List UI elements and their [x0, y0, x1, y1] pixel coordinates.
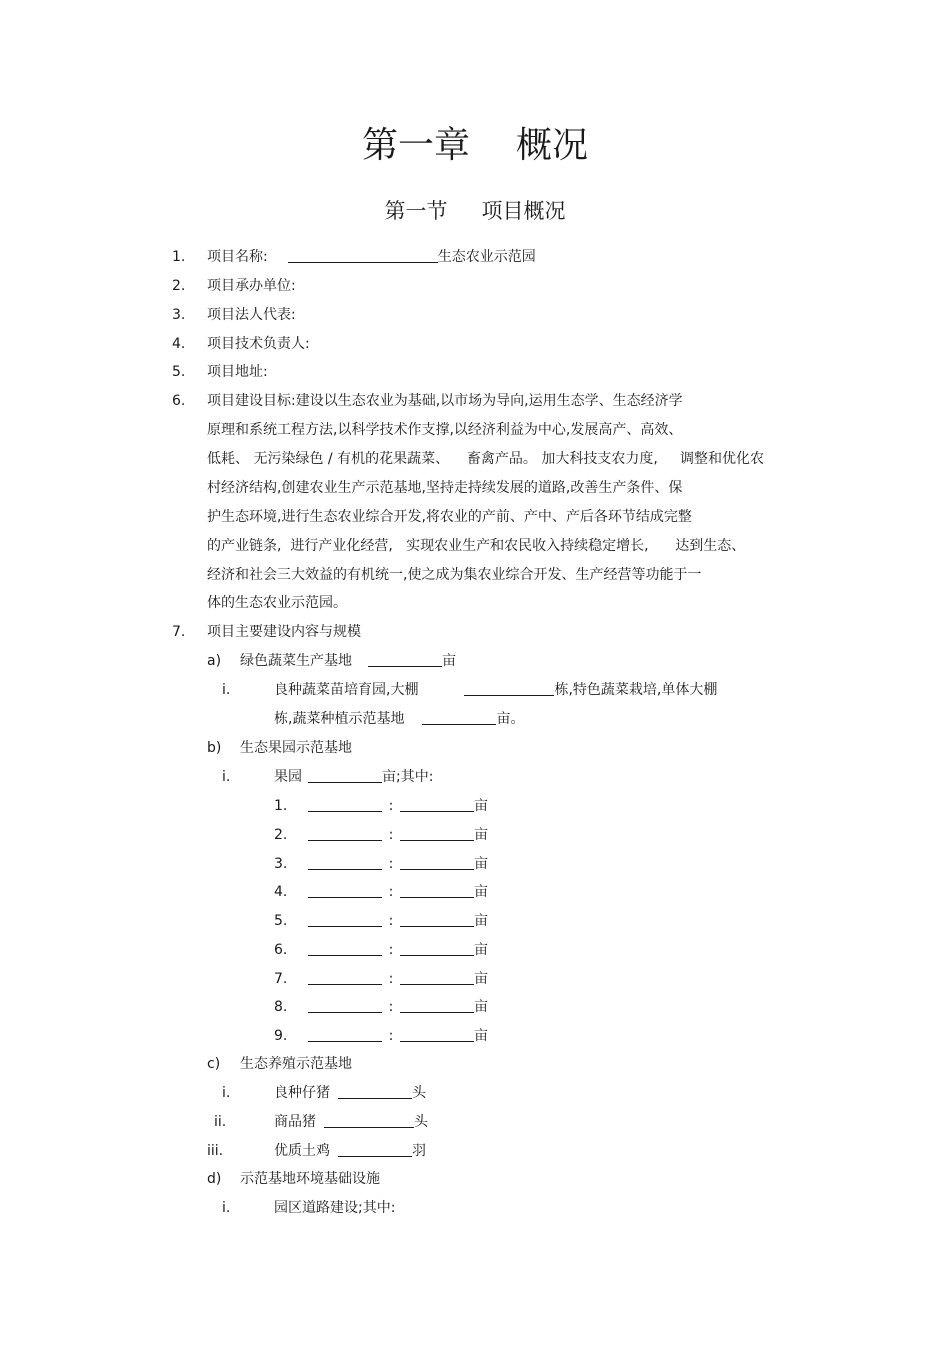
roman-number: i. [222, 1085, 231, 1101]
unit-label: 亩 [442, 653, 456, 669]
text-segment: 商品猪 [274, 1114, 316, 1130]
paragraph-line: 护生态环境,进行生态农业综合开发,将农业的产前、产中、产后各环节结成完整 [207, 509, 692, 525]
orchard-row [274, 940, 488, 960]
item-number: 5. [172, 364, 186, 380]
fill-blank[interactable] [324, 1113, 414, 1128]
fill-blank[interactable] [338, 1084, 412, 1099]
chapter-title [0, 124, 950, 168]
text-segment: 果园 [274, 769, 302, 785]
item-label: 项目名称: [207, 249, 268, 265]
unit-label: 亩 [474, 971, 488, 987]
paragraph-line: 经济和社会三大效益的有机统一,使之成为集农业综合开发、生产经营等功能于一 [207, 567, 702, 583]
fill-blank[interactable] [308, 883, 382, 898]
separator: : [388, 942, 394, 958]
fill-blank[interactable] [308, 768, 382, 783]
unit-label: 头 [412, 1085, 426, 1101]
roman-number: i. [222, 1200, 231, 1216]
paragraph-line: 体的生态农业示范园。 [207, 595, 347, 611]
sub-sub-item [274, 767, 433, 787]
sub-label: 生态养殖示范基地 [240, 1056, 352, 1072]
sub-sub-item [274, 1141, 426, 1161]
item-number: 1. [172, 249, 186, 265]
section-name: 项目概况 [481, 199, 566, 223]
sub-number: b) [207, 740, 222, 756]
fill-blank[interactable] [400, 970, 474, 985]
unit-label: 亩 [474, 999, 488, 1015]
section-number: 第一节 [384, 199, 448, 223]
sub-sub-item [274, 1112, 428, 1132]
row-number: 6. [274, 942, 288, 958]
separator: : [388, 999, 394, 1015]
separator: : [388, 971, 394, 987]
separator: : [388, 827, 394, 843]
chapter-number: 第一章 [361, 125, 470, 166]
unit-label: 亩 [474, 798, 488, 814]
separator: : [388, 913, 394, 929]
fill-blank[interactable] [400, 1027, 474, 1042]
sub-number: c) [207, 1056, 221, 1072]
row-number: 7. [274, 971, 288, 987]
section-title [0, 197, 950, 225]
fill-blank[interactable] [400, 883, 474, 898]
item-number: 4. [172, 336, 186, 352]
fill-blank[interactable] [308, 1027, 382, 1042]
roman-number: iii. [207, 1143, 224, 1159]
orchard-row [274, 796, 488, 816]
fill-blank[interactable] [308, 855, 382, 870]
fill-blank[interactable] [308, 797, 382, 812]
fill-blank[interactable] [400, 797, 474, 812]
text-segment: 栋,特色蔬菜栽培,单体大棚 [554, 682, 718, 698]
orchard-row [274, 969, 488, 989]
fill-blank[interactable] [400, 855, 474, 870]
fill-blank[interactable] [338, 1142, 412, 1157]
row-number: 2. [274, 827, 288, 843]
paragraph-line: 村经济结构,创建农业生产示范基地,坚持走持续发展的道路,改善生产条件、保 [207, 480, 683, 496]
roman-number: i. [222, 682, 231, 698]
orchard-row [274, 825, 488, 845]
row-number: 8. [274, 999, 288, 1015]
item-number: 7. [172, 624, 186, 640]
sub-label: 示范基地环境基础设施 [240, 1171, 380, 1187]
fill-blank[interactable] [400, 941, 474, 956]
item-label: 项目法人代表: [207, 307, 296, 323]
row-number: 5. [274, 913, 288, 929]
item-value: 生态农业示范园 [437, 249, 536, 265]
text-segment: 良种仔猪 [274, 1085, 330, 1101]
fill-blank[interactable] [464, 681, 554, 696]
row-number: 4. [274, 884, 288, 900]
paragraph-line: 原理和系统工程方法,以科学技术作支撑,以经济利益为中心,发展高产、高效、 [207, 422, 683, 438]
fill-blank[interactable] [400, 826, 474, 841]
text-segment: 优质土鸡 [274, 1143, 330, 1159]
sub-number: d) [207, 1171, 222, 1187]
item-label: 项目地址: [207, 364, 268, 380]
roman-number: i. [222, 769, 231, 785]
text-segment: 良种蔬菜苗培育园,大棚 [274, 682, 419, 698]
paragraph-line: 的产业链条, 进行产业化经营, 实现农业生产和农民收入持续稳定增长, 达到生态、 [207, 538, 746, 554]
unit-label: 亩 [474, 942, 488, 958]
fill-blank[interactable] [308, 998, 382, 1013]
unit-label: 亩 [474, 913, 488, 929]
fill-blank[interactable] [308, 912, 382, 927]
sub-sub-item: 园区道路建设;其中: [274, 1200, 396, 1216]
fill-blank[interactable] [422, 710, 496, 725]
fill-blank[interactable] [368, 652, 442, 667]
chapter-name: 概况 [516, 125, 589, 166]
orchard-row [274, 911, 488, 931]
sub-label: 生态果园示范基地 [240, 740, 352, 756]
orchard-row [274, 854, 488, 874]
item-label: 项目技术负责人: [207, 336, 310, 352]
unit-label: 亩 [474, 856, 488, 872]
text-segment: 栋,蔬菜种植示范基地 [274, 711, 405, 727]
item-label: 项目承办单位: [207, 278, 296, 294]
paragraph-line: 项目建设目标:建设以生态农业为基础,以市场为导向,运用生态学、生态经济学 [207, 393, 683, 409]
paragraph-line: 低耗、 无污染绿色 / 有机的花果蔬菜、 畜禽产品。 加大科技支农力度, 调整和优化农 [207, 451, 765, 467]
item-number: 3. [172, 307, 186, 323]
unit-label: 亩 [474, 884, 488, 900]
sub-item [240, 651, 456, 671]
sub-sub-item [274, 1083, 426, 1103]
unit-label: 亩 [474, 827, 488, 843]
fill-blank[interactable] [288, 248, 438, 263]
unit-label: 羽 [412, 1143, 426, 1159]
separator: : [388, 1028, 394, 1044]
roman-number: ii. [214, 1114, 227, 1130]
unit-label: 亩。 [496, 711, 525, 727]
text-segment: 亩;其中: [382, 769, 434, 785]
separator: : [388, 884, 394, 900]
orchard-row [274, 1026, 488, 1046]
fill-blank[interactable] [400, 912, 474, 927]
orchard-row [274, 997, 488, 1017]
item-number: 6. [172, 393, 186, 409]
unit-label: 头 [414, 1114, 428, 1130]
unit-label: 亩 [474, 1028, 488, 1044]
item-label: 项目主要建设内容与规模 [207, 624, 361, 640]
sub-sub-item-cont [274, 709, 524, 729]
row-number: 9. [274, 1028, 288, 1044]
sub-number: a) [207, 653, 222, 669]
fill-blank[interactable] [400, 998, 474, 1013]
separator: : [388, 798, 394, 814]
orchard-row [274, 882, 488, 902]
row-number: 1. [274, 798, 288, 814]
fill-blank[interactable] [308, 970, 382, 985]
sub-sub-item [274, 680, 717, 700]
sub-label: 绿色蔬菜生产基地 [240, 653, 352, 669]
row-number: 3. [274, 856, 288, 872]
separator: : [388, 856, 394, 872]
fill-blank[interactable] [308, 826, 382, 841]
list-item [207, 247, 536, 267]
item-number: 2. [172, 278, 186, 294]
fill-blank[interactable] [308, 941, 382, 956]
